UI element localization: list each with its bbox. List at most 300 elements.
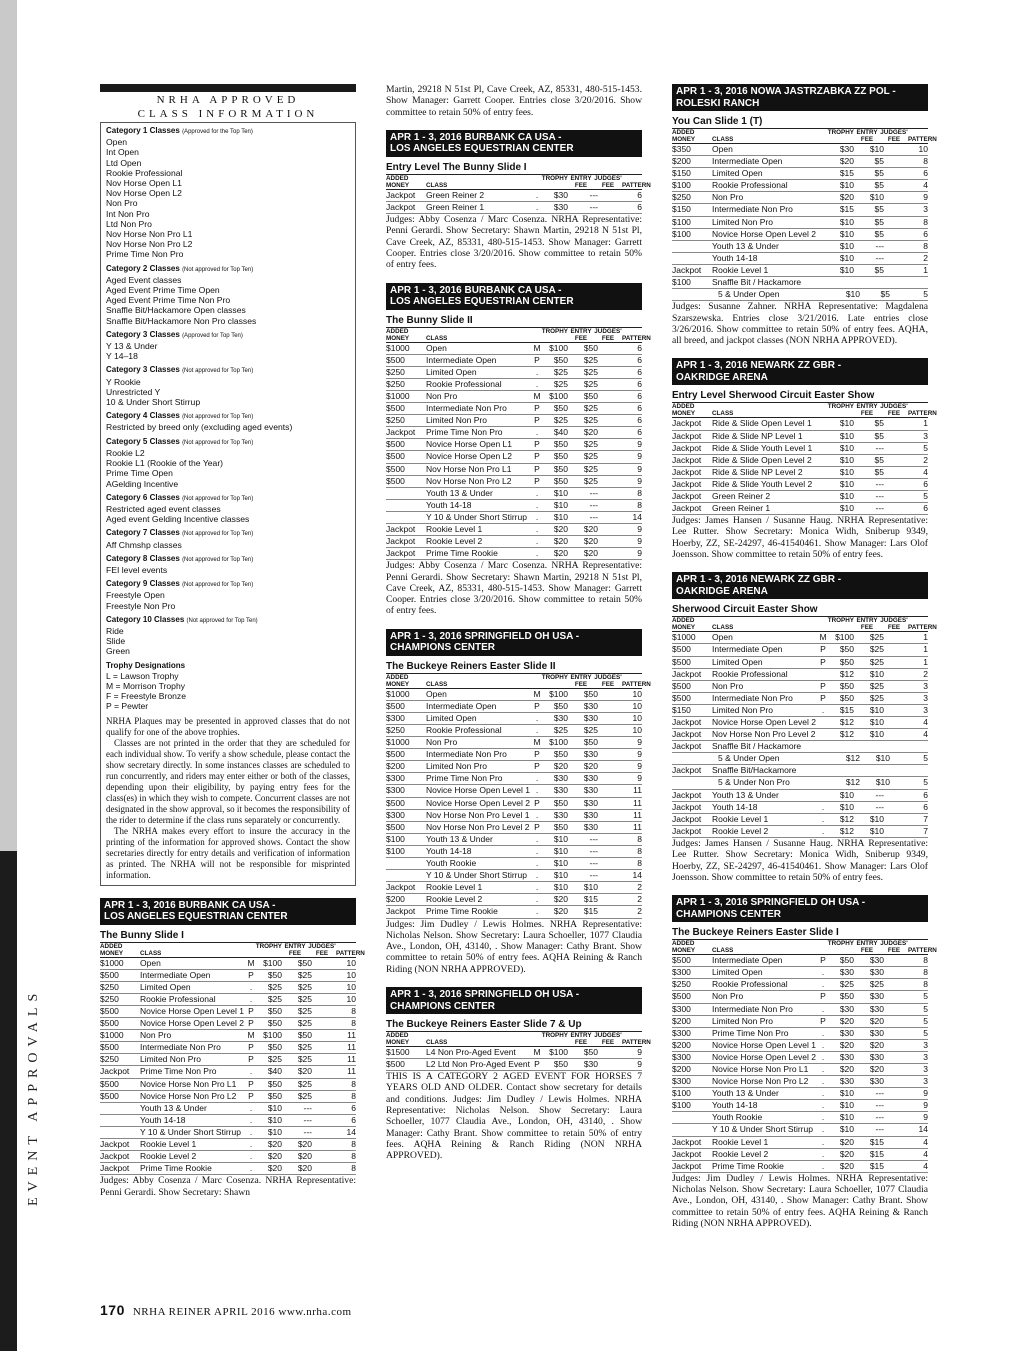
pattern-cell: 3 <box>923 1076 928 1087</box>
category-item: Restricted by breed only (excluding aged events) <box>106 422 293 433</box>
class-name-cell: Y 10 & Under Short Stirrup <box>426 511 527 522</box>
class-name-cell: Rookie Level 2 <box>426 894 483 905</box>
judges-fee-cell: --- <box>589 870 598 881</box>
pattern-cell: 10 <box>346 981 356 992</box>
trophy-cell: . <box>249 1126 253 1137</box>
pattern-cell: 11 <box>633 785 642 796</box>
added-money-cell <box>672 753 712 764</box>
entry-fee-cell: $10 <box>553 858 568 869</box>
table-column-headers <box>386 327 651 343</box>
col-entry-fee <box>854 129 880 143</box>
added-money-cell: $500 <box>672 680 691 691</box>
added-money-cell: Jackpot <box>672 442 702 453</box>
added-money-cell <box>672 241 712 252</box>
event-header <box>386 629 642 656</box>
class-name-cell: Ride & Slide NP Level 1 <box>712 430 803 441</box>
col-pattern <box>622 335 651 342</box>
table-row <box>386 190 642 202</box>
trophy-cell: . <box>535 366 539 377</box>
pattern-cell: 11 <box>347 1066 356 1077</box>
trophy-cell: . <box>535 773 539 784</box>
col-label: MONEY <box>100 949 124 957</box>
table-row <box>386 834 642 846</box>
class-name-cell: Green Reiner 1 <box>426 201 485 212</box>
col-label: FEE <box>601 680 615 688</box>
judges-fee-cell: $25 <box>297 1018 312 1029</box>
col-label: PATTERN <box>908 410 937 418</box>
entry-fee-cell: $20 <box>553 523 568 534</box>
trophy-cell: . <box>821 1160 825 1171</box>
category-item: FEI level events <box>106 564 168 575</box>
class-name-cell: Prime Time Non Pro <box>426 773 503 784</box>
category-item: Restricted aged event classes <box>106 503 221 514</box>
category-item: Nov Horse Open L1 <box>106 178 182 189</box>
judges-fee-cell: --- <box>589 858 598 869</box>
table-row <box>672 681 928 693</box>
class-name-cell: Rookie Level 2 <box>140 1151 197 1162</box>
judges-fee-cell: $5 <box>874 454 884 465</box>
col-label: MONEY <box>672 410 696 418</box>
added-money-cell: $250 <box>386 378 405 389</box>
trophy-cell: M <box>247 1030 255 1041</box>
category-item: Rookie Professional <box>106 167 183 178</box>
pattern-cell: 1 <box>923 644 928 655</box>
pattern-cell: 11 <box>633 809 642 820</box>
trophy-cell: P <box>534 700 540 711</box>
added-money-cell: Jackpot <box>672 430 702 441</box>
table-row <box>386 773 642 785</box>
added-money-cell: $500 <box>386 451 405 462</box>
pattern-cell: 8 <box>923 240 928 251</box>
entry-fee-cell: $10 <box>839 1088 854 1099</box>
judges-fee-cell: $10 <box>869 668 884 679</box>
judges-fee-cell: $20 <box>297 1151 312 1162</box>
added-money-cell: Jackpot <box>386 427 416 438</box>
table-row <box>100 1163 356 1175</box>
class-name-cell: Rookie Professional <box>426 725 502 736</box>
judges-fee-cell <box>854 765 884 776</box>
category-note: (Not approved for Top Ten) <box>182 439 254 446</box>
pattern-cell: 6 <box>637 354 642 365</box>
col-trophy <box>818 403 854 417</box>
category-heading <box>106 615 350 626</box>
entry-fee-cell: $50 <box>839 955 854 966</box>
added-money-cell: $300 <box>386 712 405 723</box>
class-name-cell: Non Pro <box>426 737 458 748</box>
col-label: FEE <box>601 1039 615 1046</box>
class-name-cell: Youth Rookie <box>426 858 477 869</box>
added-money-cell: Jackpot <box>386 201 416 212</box>
table-row <box>386 858 642 870</box>
trophy-cell <box>824 753 834 764</box>
col-class <box>426 182 532 189</box>
trophy-cell <box>818 144 828 155</box>
pattern-cell: 5 <box>923 442 928 453</box>
added-money-cell: $500 <box>386 797 405 808</box>
pattern-cell: 2 <box>637 882 642 893</box>
class-name-cell: Green Reiner 2 <box>426 189 485 200</box>
judges-fee-cell: $20 <box>869 1039 884 1050</box>
col-label: FEE <box>574 181 588 189</box>
added-money-cell <box>386 858 426 869</box>
table-row <box>672 705 928 717</box>
pattern-cell: 3 <box>923 704 928 715</box>
class-name-cell: Green Reiner 2 <box>712 490 771 501</box>
judges-fee-cell: $30 <box>869 1003 884 1014</box>
trophy-cell <box>818 765 828 776</box>
trophy-cell: . <box>535 427 539 438</box>
table-row <box>672 741 928 753</box>
judges-fee-cell: $10 <box>869 717 884 727</box>
class-name-cell: Nov Horse Non Pro L2 <box>426 475 512 486</box>
added-money-cell: $100 <box>672 1088 691 1099</box>
added-money-cell: Jackpot <box>672 717 702 727</box>
added-money-cell: $250 <box>672 979 691 990</box>
class-name-cell: Novice Horse Open Level 2 <box>712 228 816 239</box>
entry-fee-cell: $10 <box>839 240 854 251</box>
class-name-cell: Open <box>712 632 733 643</box>
pattern-cell: 8 <box>351 1018 356 1029</box>
table-column-headers <box>672 403 937 418</box>
judges-fee-cell: $5 <box>874 418 884 429</box>
class-name-cell: Ride & Slide Youth Level 2 <box>712 478 813 489</box>
added-money-cell: Jackpot <box>672 418 702 429</box>
event-title: Sherwood Circuit Easter Show <box>672 604 928 617</box>
table-row <box>672 967 928 979</box>
col-label: TROPHY <box>827 940 854 948</box>
table-row <box>672 644 928 656</box>
added-money-cell: $250 <box>100 1054 119 1065</box>
judges-fee-cell: --- <box>589 189 598 200</box>
trophy-cell: . <box>535 870 539 881</box>
trophy-cell: M <box>533 688 541 699</box>
entry-fee-cell: $100 <box>835 632 854 643</box>
added-money-cell: $300 <box>386 809 405 820</box>
class-name-cell: Intermediate Non Pro <box>426 403 507 414</box>
pattern-cell: 7 <box>923 813 928 824</box>
category-note: (Approved for Top Ten) <box>182 332 243 339</box>
trophy-cell: . <box>821 813 825 824</box>
judges-fee-cell: --- <box>589 499 598 510</box>
trophy-cell: . <box>249 981 253 992</box>
judges-fee-cell: --- <box>875 252 884 263</box>
pattern-cell: 11 <box>347 1030 356 1041</box>
class-name-cell: Limited Non Pro <box>426 415 487 426</box>
table-row <box>672 717 928 729</box>
table-row <box>672 253 928 265</box>
col-label: MONEY <box>386 181 410 189</box>
info-top-bar <box>100 84 356 92</box>
trophy-cell: P <box>534 451 540 462</box>
col-added-money <box>386 328 426 342</box>
entry-fee-cell: $50 <box>267 1005 282 1016</box>
judges-fee-cell: $25 <box>869 692 884 703</box>
category-item: Snaffle Bit/Hackamore Non Pro classes <box>106 315 257 326</box>
pattern-cell: 3 <box>923 680 928 691</box>
class-name-cell: Limited Open <box>426 366 477 377</box>
class-name-cell: Youth 14-18 <box>426 499 472 510</box>
event-header <box>100 898 356 925</box>
table-row <box>672 790 928 802</box>
col-entry-fee <box>568 175 594 189</box>
added-money-cell: Jackpot <box>672 1136 702 1147</box>
class-name-cell: Nov Horse Non Pro Level 2 <box>712 729 816 740</box>
category-item: P = Pewter <box>106 701 149 712</box>
pattern-cell: 11 <box>633 821 642 832</box>
col-added-money <box>386 175 426 189</box>
added-money-cell: $200 <box>672 1039 691 1050</box>
pattern-cell: 9 <box>923 1088 928 1099</box>
table-row <box>672 277 928 289</box>
judges-fee-cell: $30 <box>869 967 884 978</box>
event-title: Entry Level The Bunny Slide I <box>386 162 642 175</box>
added-money-cell: $1000 <box>100 957 124 968</box>
table-row <box>672 1064 928 1076</box>
trophy-cell: . <box>821 1063 825 1074</box>
table-row <box>672 1112 928 1124</box>
trophy-cell <box>818 168 828 179</box>
trophy-cell: . <box>535 858 539 869</box>
entry-fee-cell: $10 <box>839 430 854 441</box>
table-row <box>386 701 642 713</box>
col-label: FEE <box>288 949 302 957</box>
table-row <box>386 1059 642 1071</box>
info-title-line2: CLASS INFORMATION <box>137 108 319 120</box>
judges-fee-cell: $25 <box>297 1054 312 1065</box>
col-class <box>140 950 246 957</box>
pattern-cell: 9 <box>637 1059 642 1070</box>
col-added-money <box>386 1032 426 1046</box>
trophy-cell: P <box>820 692 826 703</box>
judges-fee-cell: $30 <box>583 773 598 784</box>
pattern-cell: 1 <box>923 418 928 429</box>
col-entry-fee <box>568 1032 594 1046</box>
trophy-cell: . <box>535 201 539 212</box>
pattern-cell: 5 <box>923 1027 928 1038</box>
event-note: THIS IS A CATEGORY 2 AGED EVENT FOR HORSES 7 YEARS OLD AND OLDER. Contact show secretary for details and conditions. Judges: Jim Dudley / Lewis Holmes. NRHA Representative: Nicholas Nelson. Show Secretary: Laura Schoeller, 1077 Claudia Ave., London, OH, 43140, . Show Manager: Cathy Brant. Show committee to retain 50% of entry fees. AQHA Reining & Ranch Riding (NON NRHA APPROVED). <box>386 1071 642 1162</box>
category-block <box>106 264 350 326</box>
judges-fee-cell: $25 <box>297 993 312 1004</box>
col-label: TROPHY <box>541 174 568 182</box>
class-name-cell: Prime Time Rookie <box>140 1163 212 1174</box>
entry-fee-cell: $50 <box>553 700 568 711</box>
entry-fee-cell: $30 <box>839 1076 854 1087</box>
event-header-line: LOS ANGELES EQUESTRIAN CENTER <box>104 911 288 923</box>
info-title-line1: NRHA APPROVED <box>156 94 300 106</box>
class-name-cell: Novice Horse Non Pro L1 <box>712 1063 809 1074</box>
added-money-cell: $300 <box>672 1003 691 1014</box>
pattern-cell: 6 <box>923 789 928 800</box>
table-row <box>100 1066 356 1078</box>
pattern-cell: 6 <box>637 403 642 414</box>
col-label: JUDGES' <box>880 940 908 948</box>
col-label: ADDED <box>386 1032 409 1039</box>
table-row <box>100 1151 356 1163</box>
entry-fee-cell: $50 <box>267 1042 282 1053</box>
added-money-cell: Jackpot <box>386 906 416 917</box>
event-header-line: APR 1 - 3, 2016 NOWA JASTRZABKA ZZ POL - <box>676 86 896 97</box>
added-money-cell <box>672 1124 712 1135</box>
category-item: AGelding Incentive <box>106 478 179 489</box>
pattern-cell: 6 <box>637 427 642 438</box>
class-name-cell: Intermediate Non Pro <box>426 749 507 760</box>
added-money-cell <box>100 1103 140 1114</box>
added-money-cell: Jackpot <box>672 765 702 776</box>
class-name-cell: Prime Time Non Pro <box>712 1027 789 1038</box>
table-row <box>672 777 928 789</box>
entry-fee-cell: $25 <box>267 993 282 1004</box>
judges-fee-cell: $15 <box>583 894 598 905</box>
col-pattern <box>622 681 651 688</box>
added-money-cell: Jackpot <box>672 1148 702 1159</box>
judges-fee-cell: --- <box>303 1102 312 1113</box>
event-title: Entry Level Sherwood Circuit Easter Show <box>672 390 928 403</box>
trophy-cell: . <box>821 1051 825 1062</box>
category-note: (Not approved for Top Ten) <box>182 414 254 421</box>
pattern-cell: 3 <box>923 204 928 215</box>
class-name-cell: Intermediate Open <box>426 354 497 365</box>
judges-fee-cell: --- <box>589 201 598 212</box>
trophy-cell <box>818 418 828 429</box>
judges-fee-cell: $25 <box>869 656 884 667</box>
added-money-cell: $500 <box>386 403 405 414</box>
table-column-headers <box>386 673 651 689</box>
pattern-cell: 8 <box>923 156 928 167</box>
pattern-cell: 11 <box>347 1054 356 1065</box>
table-row <box>386 379 642 391</box>
pattern-cell: 9 <box>637 548 642 559</box>
entry-fee-cell: $10 <box>839 264 854 275</box>
col-label: FEE <box>601 181 615 189</box>
class-name-cell: Ride & Slide NP Level 2 <box>712 466 803 477</box>
pattern-cell: 9 <box>923 1112 928 1123</box>
table-row <box>672 1040 928 1052</box>
entry-fee-cell: $30 <box>839 1027 854 1038</box>
class-name-cell: Youth 14-18 <box>426 845 472 856</box>
trophy-cell: M <box>533 390 541 401</box>
category-block <box>106 330 350 362</box>
entry-fee-cell: $10 <box>267 1126 282 1137</box>
entry-fee-cell: $50 <box>553 749 568 760</box>
added-money-cell: $500 <box>672 656 691 667</box>
judges-fee-cell: $5 <box>874 228 884 239</box>
class-name-cell: Intermediate Open <box>712 644 783 655</box>
col-label: MONEY <box>672 947 696 955</box>
class-name-cell: Novice Horse Open Level 2 <box>712 717 816 727</box>
pattern-cell: 9 <box>637 1047 642 1057</box>
event-note: Judges: James Hansen / Susanne Haug. NRHA Representative: Lee Rutter. Show Secretary: Monica Widh, Sniberup 9349, Hoerby, ZZ, SE-24297, 46-41540461. Show Manager: Lars Olof Joensson. Show committee to retain 50% of entry fees. <box>672 837 928 883</box>
table-row <box>386 548 642 560</box>
trophy-cell <box>818 503 828 514</box>
col-class <box>426 1039 532 1046</box>
judges-fee-cell: --- <box>875 1100 884 1111</box>
table-row <box>672 289 928 301</box>
page-number: 170 <box>100 1302 125 1318</box>
judges-fee-cell: $25 <box>869 632 884 643</box>
col-label: JUDGES' <box>880 403 908 411</box>
pattern-cell: 9 <box>637 439 642 450</box>
class-name-cell: Prime Time Rookie <box>426 906 498 917</box>
event-header <box>386 987 642 1014</box>
col-trophy <box>532 328 568 342</box>
added-money-cell: Jackpot <box>672 466 702 477</box>
judges-fee-cell: $5 <box>874 168 884 179</box>
entry-fee-cell: $10 <box>839 228 854 239</box>
judges-fee-cell: $25 <box>583 415 598 426</box>
event-note: Judges: James Hansen / Susanne Haug. NRHA Representative: Lee Rutter. Show Secretary: Monica Widh, Sniberup 9349, Hoerby, ZZ, SE-24297, 46-41540461. Show Manager: Lars Olof Joensson. Show committee to retain 50% of entry fees. <box>672 515 928 561</box>
table-row <box>386 713 642 725</box>
class-name-cell: Youth 14-18 <box>140 1114 186 1125</box>
table-row <box>100 1091 356 1103</box>
col-label: JUDGES' <box>880 617 908 625</box>
trophy-cell <box>818 265 828 276</box>
trophy-cell: . <box>535 189 539 200</box>
trophy-cell: P <box>820 644 826 655</box>
col-label: FEE <box>860 136 874 143</box>
pattern-cell: 5 <box>923 1015 928 1026</box>
category-name: Category 3 Classes <box>106 329 180 339</box>
pattern-cell: 8 <box>351 1078 356 1089</box>
pattern-cell: 6 <box>351 1114 356 1125</box>
judges-fee-cell: $25 <box>297 1078 312 1089</box>
category-heading <box>106 126 350 137</box>
table-row <box>672 1052 928 1064</box>
table-row <box>100 1139 356 1151</box>
judges-fee-cell: $5 <box>874 204 884 215</box>
class-name-cell: Limited Open <box>712 967 763 978</box>
added-money-cell: $200 <box>386 894 405 905</box>
added-money-cell: $200 <box>386 761 405 772</box>
table-row <box>386 202 642 214</box>
trophy-cell: P <box>820 680 826 691</box>
class-name-cell: Youth 13 & Under <box>426 833 493 844</box>
col-entry-fee <box>568 674 594 688</box>
table-row <box>386 894 642 906</box>
class-name-cell: Y 10 & Under Short Stirrup <box>140 1126 241 1137</box>
col-label: FEE <box>574 334 588 342</box>
trophy-cell <box>818 229 828 240</box>
table-column-headers <box>100 942 365 958</box>
col-label: TROPHY <box>541 327 568 335</box>
col-label: PATTERN <box>622 1039 651 1046</box>
class-name-cell: Youth 14-18 <box>712 801 758 812</box>
judges-fee-cell: --- <box>303 1126 312 1137</box>
event-header <box>386 130 642 157</box>
entry-fee-cell: $100 <box>549 737 568 748</box>
entry-fee-cell: $10 <box>839 1100 854 1111</box>
table-row <box>672 1100 928 1112</box>
event-title: The Bunny Slide II <box>386 315 642 328</box>
pattern-cell: 4 <box>923 729 928 740</box>
judges-fee-cell: $10 <box>583 882 598 893</box>
entry-fee-cell: $50 <box>839 644 854 655</box>
col-label: CLASS <box>712 947 734 955</box>
judges-fee-cell: $25 <box>583 463 598 474</box>
entry-fee-cell: $10 <box>839 216 854 227</box>
entry-fee-cell: $100 <box>549 1047 568 1057</box>
added-money-cell: $500 <box>672 955 691 966</box>
table-row <box>100 1006 356 1018</box>
judges-fee-cell: --- <box>589 487 598 498</box>
entry-fee-cell: $50 <box>553 354 568 365</box>
col-label: CLASS <box>712 410 734 418</box>
trophy-cell <box>824 289 834 300</box>
category-block <box>106 493 350 525</box>
entry-fee-cell: $50 <box>553 797 568 808</box>
trophy-cell: P <box>534 1059 540 1070</box>
category-name: Category 3 Classes <box>106 365 180 375</box>
pattern-cell: 11 <box>633 797 642 808</box>
